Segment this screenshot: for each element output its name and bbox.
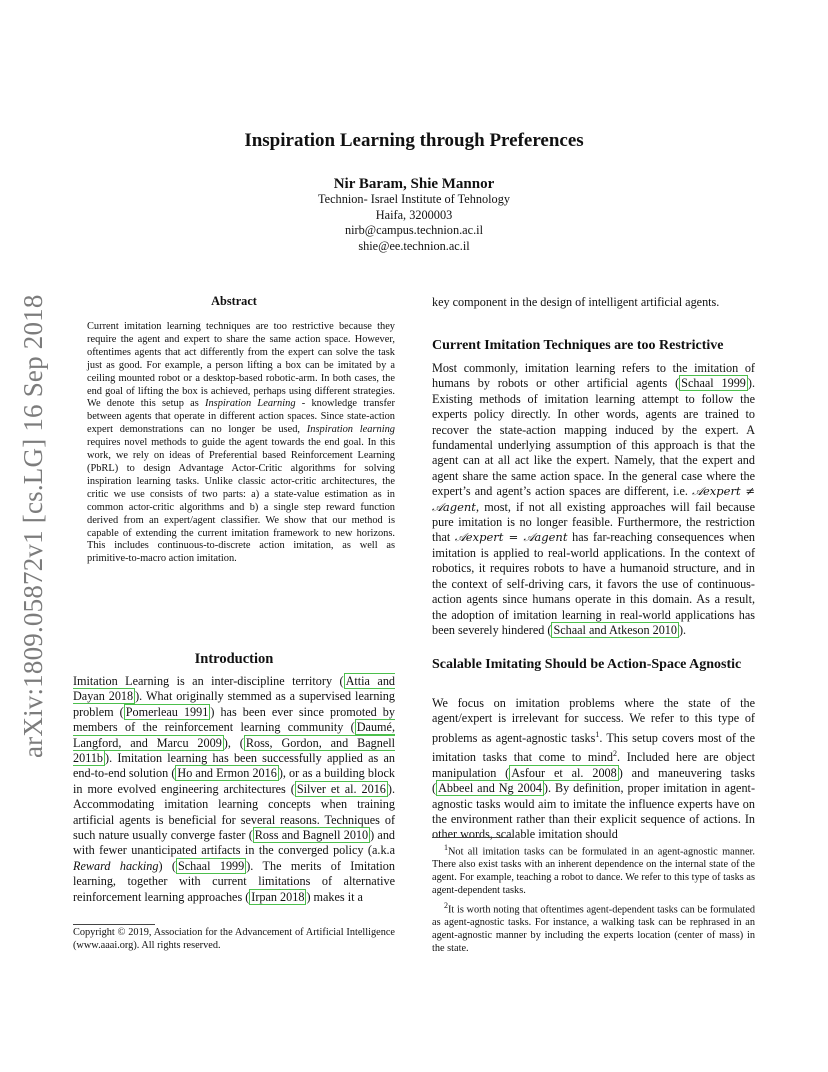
email-2: shie@ee.technion.ac.il xyxy=(358,238,470,253)
citation-link[interactable]: Attia and Dayan 2018 xyxy=(73,674,396,704)
footnote-ref-2[interactable]: 2 xyxy=(612,749,617,759)
footnote-1: $^1$Not all imitation tasks can be formulated in an agent-agnostic manner. There also exist tasks with an inherent dependence on the internal state of the agent. For example, teaching a robot to dance. We refer to this type of tasks as agent-dependent tasks. xyxy=(432,843,755,897)
footnote-rule xyxy=(432,837,514,838)
abstract-text: Current imitation learning techniques are too restrictive because they require the agent and expert to share the same action space. However, oftentimes agents that act differently from the expert can solve the task just as good. For example, a person lifting a box can be imitated by a ceiling mounted robot or a desktop-based robotic-arm. In both cases, the end goal of lifting the box is achieved, perhaps using different strategies. We denote this setup as Inspiration Learning - knowledge transfer between agents that operate in different action spaces. Since state-action expert demonstrations can no longer be used, Inspiration learning requires novel methods to guide the agent towards the end goal. In this work, we rely on ideas of Preferential based Reinforcement Learning (PbRL) to design Advantage Actor-Critic algorithms for solving inspiration learning tasks. Unlike classic actor-critic architectures, the critic we use consists of two parts: a) a state-value estimation as in common actor-critic algorithms and b) a single step reward function derived from an expert/agent classifier. We show that our method is capable of extending the current imitation framework to new horizons. This includes continuous-to-discrete action imitation, as well as primitive-to-macro action imitation. xyxy=(87,321,395,565)
citation-link[interactable]: Pomerleau 1991 xyxy=(125,704,209,719)
city: Haifa, 3200003 xyxy=(375,207,453,222)
citation-link[interactable]: Ross, Gordon, and Bagnell 2011b xyxy=(73,735,395,766)
footnote-ref-1[interactable]: 1 xyxy=(595,729,600,739)
introduction-heading: Introduction xyxy=(194,651,274,667)
email-1: nirb@campus.technion.ac.il xyxy=(344,223,483,237)
paper-title: Inspiration Learning through Preferences xyxy=(244,130,584,151)
arxiv-identifier: arXiv:1809.05872v1 [cs.LG] 16 Sep 2018 xyxy=(18,294,48,758)
section-2-text: Most commonly, imitation learning refers to the imitation of humans by robots or other artificial agents ( Schaal 1999 ). Existing methods of imitation learning attempt to follow the experts policy directly. In other words, agents are trained to recover the state-action mapping induced by the expert. A fundamental underlying assumption of this approach is that the agent can at all act like the expert. Namely, that the expert and agent share the same action space. In the general case where the expert’s and agent’s action spaces are different, i.e. 𝒜expert ≠ 𝒜agent, most, if not all existing approaches will fail because pure imitation is no longer feasible. Furthermore, the restriction that 𝒜expert = 𝒜agent has far-reaching consequences when imitation is applied to real-world applications. In the context of robotics, it requires robots to have a humanoid structure, and in the context of self-driving cars, it favors the use of continuous-action agents since humans operate in this domain. As a result, the adoption of imitation learning in real-world applications has been severely hindered ( Schaal and Atkeson 2010 ). xyxy=(432,361,755,637)
footnote-2: $^2$It is worth noting that oftentimes agent-dependent tasks can be formulated as agent-agnostic tasks. For instance, a walking task can be rephrased in an agent-agnostic manner by including the experts location (center of mass) in the state. xyxy=(432,901,755,955)
affiliation xyxy=(0,192,828,254)
citation-link[interactable]: Abbeel and Ng 2004 xyxy=(438,781,542,796)
citation-link[interactable]: Schaal 1999 xyxy=(681,376,746,391)
citation-link[interactable]: Asfour et al. 2008 xyxy=(511,765,617,780)
section-2-heading: Current Imitation Techniques are too Restrictive xyxy=(432,338,724,353)
citation-link[interactable]: Ross and Bagnell 2010 xyxy=(254,828,369,843)
citation-link[interactable]: Silver et al. 2016 xyxy=(296,781,386,796)
abstract-heading: Abstract xyxy=(211,294,257,308)
copyright-note: Copyright © 2019, Association for the Advancement of Artificial Intelligence (www.aaai.org). All rights reserved. xyxy=(73,927,395,951)
citation-link[interactable]: Ho and Ermon 2016 xyxy=(177,766,277,781)
section-3-heading: Scalable Imitating Should be Action-Space Agnostic xyxy=(432,657,742,672)
citation-link[interactable]: Schaal and Atkeson 2010 xyxy=(553,622,677,637)
citation-link[interactable]: Schaal 1999 xyxy=(177,858,245,873)
copyright-rule xyxy=(73,924,155,925)
institute: Technion- Israel Institute of Tehnology xyxy=(317,192,511,206)
citation-link[interactable]: Irpan 2018 xyxy=(251,889,305,904)
footnotes xyxy=(432,842,755,956)
introduction-text: Imitation Learning is an inter-discipline territory ( Attia and Dayan 2018 ). What originally stemmed as a supervised learning problem ( Pomerleau 1991 ) has been ever since promoted by members of the reinforcement learning community ( Daumé, Langford, and Marcu 2009 ), ( Ross, Gordon, and Bagnell 2011b ). Imitation learning has been successfully applied as an end-to-end solution ( Ho and Ermon 2016 ), or as a building block in more evolved engineering architectures ( Silver et al. 2016 ). Accommodating imitation learning concepts when training artificial agents is beneficial for several reasons. Techniques of such nature usually converge faster ( Ross and Bagnell 2010 ) and with fewer unanticipated artifacts in the converged policy (a.k.a Reward hacking) ( Schaal 1999 ). The merits of Imitation learning, together with current limitations of alternative reinforcement learning approaches ( Irpan 2018 ) makes it a xyxy=(73,674,396,904)
right-column-continuation: key component in the design of intelligent artificial agents. xyxy=(432,295,720,309)
section-3-text: We focus on imitation problems where the state of the agent/expert is irrelevant for success. We refer to this type of problems as agent-agnostic tasks$^1$. This setup covers most of the imitation tasks that come to mind$^2$. Included here are object manipulation ( Asfour et al. 2008 ) and maneuvering tasks ( Abbeel and Ng 2004 ). By definition, proper imitation in agent-agnostic tasks would aim to imitate the influence experts have on the environment rather than their explicit sequence of actions. In other words, scalable imitation should xyxy=(432,696,756,842)
math-equality: 𝒜expert = 𝒜agent xyxy=(454,530,568,545)
math-inequality: 𝒜expert ≠ 𝒜agent xyxy=(432,484,755,514)
authors: Nir Baram, Shie Mannor xyxy=(333,176,495,192)
citation-link[interactable]: Daumé, Langford, and Marcu 2009 xyxy=(73,720,395,750)
